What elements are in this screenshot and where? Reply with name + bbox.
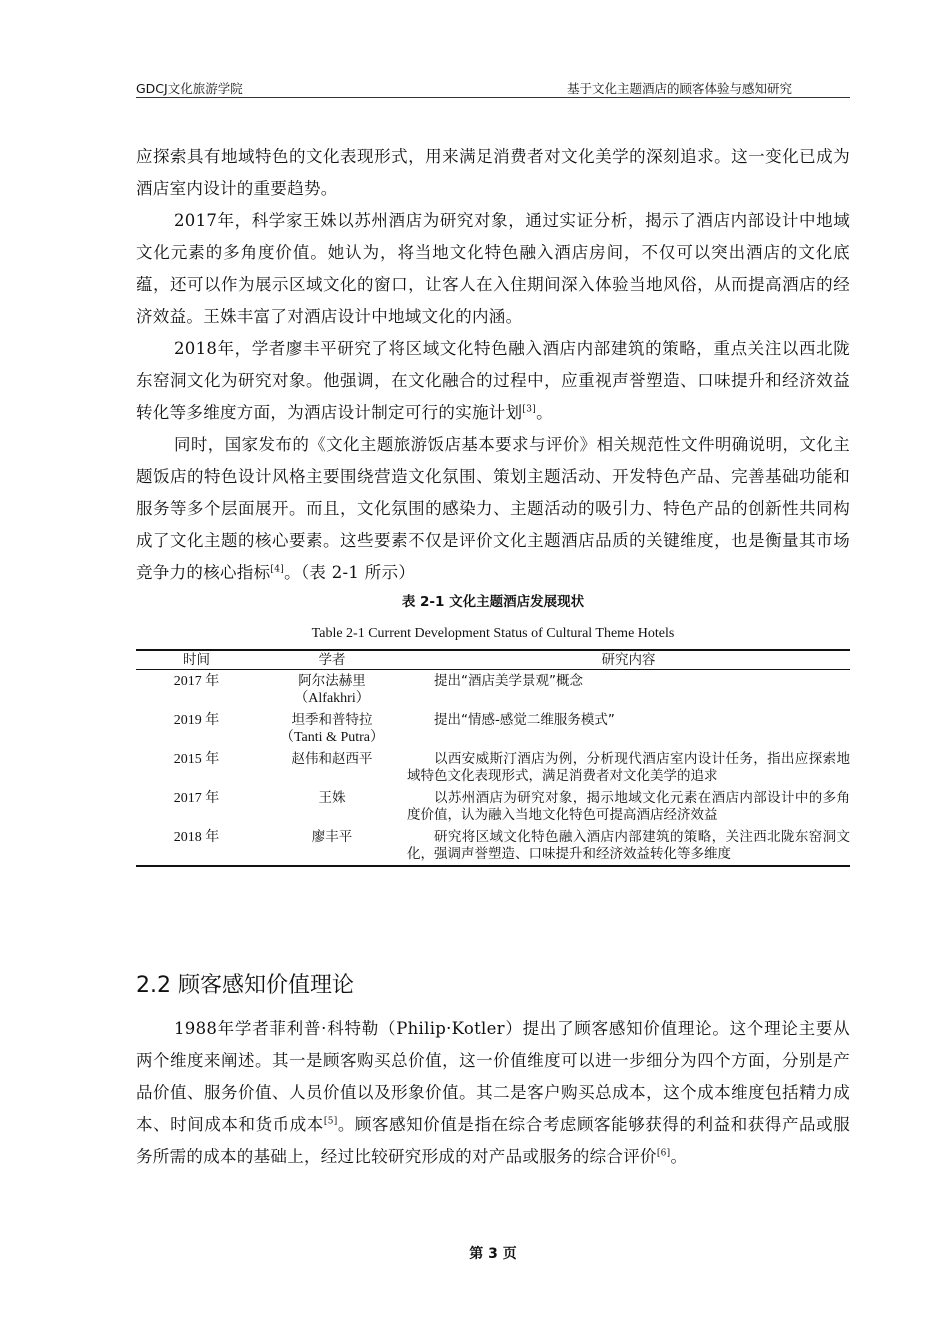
cell-content: 提出“情感-感觉二维服务模式”	[434, 712, 615, 728]
table-header-row	[136, 650, 850, 670]
cell-scholar	[257, 826, 407, 866]
paragraph-3	[136, 333, 850, 429]
paragraph-4-text: 同时，国家发布的《文化主题旅游饭店基本要求与评价》相关规范性文件明确说明，文化主题饭店的特色设计风格主要围绕营造文化氛围、策划主题活动、开发特色产品、完善基础功能和服务等多个层面展开。而且，文化氛围的感染力、主题活动的吸引力、特色产品的创新性共同构成了文化主题的核心要素。这些要素不仅是评价文化主题酒店品质的关键维度，也是衡量其市场竞争力的核心指标	[136, 435, 850, 582]
paragraph-3-text: 2018年，学者廖丰平研究了将区域文化特色融入酒店内部建筑的策略，重点关注以西北陇东窑洞文化为研究对象。他强调，在文化融合的过程中，应重视声誉塑造、口味提升和经济效益转化等多维度方面，为酒店设计制定可行的实施计划	[136, 339, 850, 422]
citation-5: [5]	[323, 1116, 338, 1127]
paragraph-3-end: 。	[536, 403, 553, 422]
paragraph-2: 2017年，科学家王姝以苏州酒店为研究对象，通过实证分析，揭示了酒店内部设计中地域文化元素的多角度价值。她认为，将当地文化特色融入酒店房间，不仅可以突出酒店的文化底蕴，还可以作为展示区域文化的窗口，让客人在入住期间深入体验当地风俗，从而提高酒店的经济效益。王姝丰富了对酒店设计中地域文化的内涵。	[136, 211, 850, 326]
scholar-name-cn: 王姝	[318, 790, 346, 806]
paragraph-1: 应探索具有地域特色的文化表现形式，用来满足消费者对文化美学的深刻追求。这一变化已成为酒店室内设计的重要趋势。	[136, 147, 850, 198]
cell-time: 2018 年	[173, 830, 220, 845]
cell-time: 2017 年	[173, 791, 220, 806]
header-institution: GDCJ文化旅游学院	[136, 81, 243, 96]
cell-time: 2015 年	[173, 752, 220, 767]
cell-scholar	[257, 670, 407, 710]
page-number: 第 3 页	[469, 1246, 517, 1262]
cell-time: 2017 年	[173, 674, 220, 689]
scholar-name-en: （Alfakhri）	[294, 691, 370, 706]
table-caption-en: Table 2-1 Current Development Status of Cultural Theme Hotels	[311, 626, 675, 641]
cell-scholar	[257, 748, 407, 787]
section-paragraph-end: 。	[670, 1147, 688, 1166]
table-caption-cn: 表 2-1 文化主题酒店发展现状	[401, 594, 585, 610]
paragraph-4	[136, 429, 850, 589]
section-paragraph-text-b: 。顾客感知价值是指在综合考虑顾客能够获得的利益和获得产品或服务所需的成本的基础上，经过比较研究形成的对产品或服务的综合评价	[136, 1115, 850, 1166]
scholar-name-cn: 赵伟和赵西平	[291, 751, 373, 767]
scholar-name-en: （Tanti & Putra）	[279, 730, 384, 745]
development-status-table	[136, 649, 850, 867]
header-time: 时间	[136, 650, 257, 670]
cell-content: 提出“酒店美学景观”概念	[434, 673, 583, 689]
table-row	[136, 787, 850, 826]
cell-scholar	[257, 709, 407, 748]
scholar-name-cn: 廖丰平	[311, 829, 353, 845]
cell-time: 2019 年	[173, 713, 220, 728]
header-content: 研究内容	[407, 650, 850, 670]
citation-3: [3]	[522, 404, 537, 415]
section-heading: 2.2 顾客感知价值理论	[136, 973, 354, 998]
cell-scholar	[257, 787, 407, 826]
paragraph-4-end: 。（表 2-1 所示）	[284, 563, 416, 582]
table-row	[136, 748, 850, 787]
citation-6: [6]	[656, 1148, 671, 1159]
cell-content: 研究将区域文化特色融入酒店内部建筑的策略，关注西北陇东窑洞文化，强调声誉塑造、口味提升和经济效益转化等多维度	[407, 829, 850, 862]
cell-content: 以西安威斯汀酒店为例，分析现代酒店室内设计任务，指出应探索地域特色文化表现形式，满足消费者对文化美学的追求	[407, 751, 850, 784]
header-title: 基于文化主题酒店的顾客体验与感知研究	[566, 81, 792, 96]
scholar-name-cn: 阿尔法赫里	[298, 673, 366, 689]
page-header	[136, 80, 850, 98]
section-paragraph-text-a: 1988年学者菲利普·科特勒（Philip·Kotler）提出了顾客感知价值理论。这个理论主要从两个维度来阐述。其一是顾客购买总价值，这一价值维度可以进一步细分为四个方面，分别是产品价值、服务价值、人员价值以及形象价值。其二是客户购买总成本，这个成本维度包括精力成本、时间成本和货币成本	[136, 1019, 850, 1134]
citation-4: [4]	[270, 564, 285, 575]
table-row	[136, 709, 850, 748]
cell-content: 以苏州酒店为研究对象，揭示地域文化元素在酒店内部设计中的多角度价值，认为融入当地文化特色可提高酒店经济效益	[407, 790, 850, 823]
header-scholar: 学者	[257, 650, 407, 670]
scholar-name-cn: 坦季和普特拉	[291, 712, 373, 728]
table-row	[136, 670, 850, 710]
section-paragraph	[136, 1013, 850, 1173]
table-row	[136, 826, 850, 866]
